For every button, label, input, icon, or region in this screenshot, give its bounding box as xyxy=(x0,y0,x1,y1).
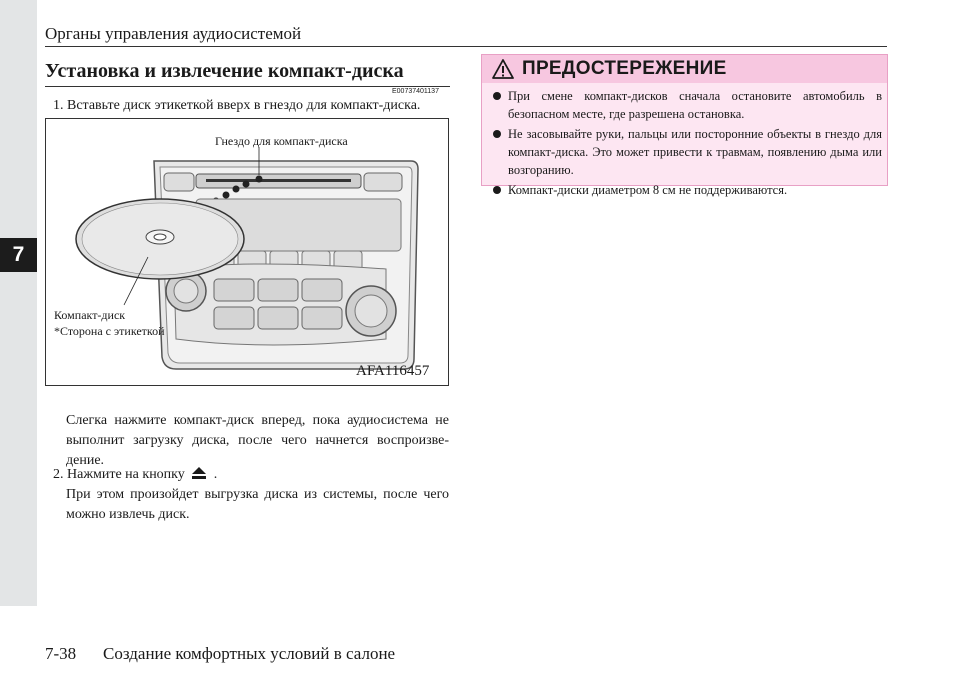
section-divider xyxy=(45,86,450,87)
warning-title: ПРЕДОСТЕРЕЖЕНИЕ xyxy=(522,58,727,79)
step-2-prefix: 2. Нажмите на кнопку xyxy=(53,467,185,482)
section-title: Установка и извлечение компакт-диска xyxy=(45,60,404,82)
disc-label-group xyxy=(54,307,165,339)
header-divider xyxy=(45,46,887,47)
footer-title: Создание комфортных условий в салоне xyxy=(103,644,396,663)
warning-item xyxy=(492,87,882,123)
warning-box xyxy=(481,54,888,197)
footer-page-number: 7-38 xyxy=(45,644,77,663)
bullet-icon xyxy=(493,92,501,100)
warning-item-text: Компакт-диски диаметром 8 см не поддерживаются. xyxy=(508,183,788,197)
warning-header xyxy=(482,55,887,83)
warning-item-text: Не засовывайте руки, пальцы или посторонние объекты в гнездо для компакт-диска. Это может привести к травмам, появлению дыма или возгоранию. xyxy=(508,127,882,177)
warning-item xyxy=(492,125,882,179)
disc-label: Компакт-диск xyxy=(54,308,126,322)
page-header-title: Органы управления аудиосистемой xyxy=(45,24,302,43)
cd-player-illustration xyxy=(46,119,448,385)
warning-item-text: При смене компакт-дисков сначала остановите автомобиль в безопасном месте, где разрешена остановка. xyxy=(508,89,882,121)
step-2-suffix: . xyxy=(213,467,218,482)
warning-list xyxy=(492,87,882,201)
slot-label: Гнездо для компакт-диска xyxy=(215,134,348,148)
label-side-note: *Сторона с этикеткой xyxy=(54,324,165,338)
side-strip xyxy=(0,0,37,606)
bullet-icon xyxy=(493,186,501,194)
step-1-text: 1. Вставьте диск этикеткой вверх в гнездо для компакт-диска. xyxy=(53,98,421,113)
warning-item xyxy=(492,181,882,199)
figure-frame xyxy=(45,118,449,386)
eject-icon xyxy=(192,467,206,479)
warning-triangle-icon xyxy=(492,59,514,79)
step-2-line xyxy=(53,465,449,485)
figure-code: AFA116457 xyxy=(356,363,430,379)
paragraph-insert: Слегка нажмите компакт-диск вперед, пока аудиосистема не выполнит загрузку диска, после чего начнется воспроизве-дение. xyxy=(66,413,449,468)
section-code: E00737401137 xyxy=(392,88,439,95)
step-2-text: При этом произойдет выгрузка диска из системы, после чего можно извлечь диск. xyxy=(66,487,449,522)
bullet-icon xyxy=(493,130,501,138)
chapter-tab: 7 xyxy=(0,238,37,272)
